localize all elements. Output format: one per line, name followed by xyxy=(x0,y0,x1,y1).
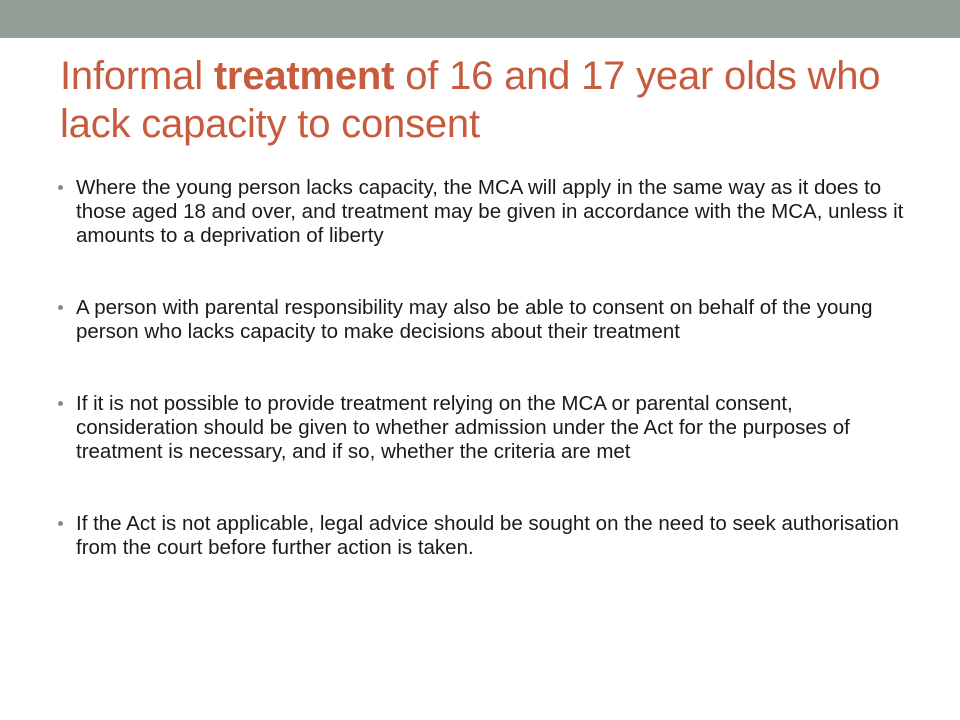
title-text-rest: of 16 and 17 year olds who lack capacity to consent xyxy=(60,54,881,146)
bullet-item-4 xyxy=(58,512,918,560)
bullet-text: If the Act is not applicable, legal advice should be sought on the need to seek authorisation from the court before further action is taken. xyxy=(76,512,899,559)
bullet-text: A person with parental responsibility may also be able to consent on behalf of the young person who lacks capacity to make decisions about their treatment xyxy=(76,296,873,343)
bullet-item-3 xyxy=(58,392,918,464)
title-emphasis: treatment xyxy=(213,54,395,98)
slide-title xyxy=(60,52,920,148)
bullet-list xyxy=(58,176,918,560)
bullet-dot-icon xyxy=(58,401,63,406)
bullet-dot-icon xyxy=(58,305,63,310)
bullet-item-1 xyxy=(58,176,918,248)
bullet-text: If it is not possible to provide treatment relying on the MCA or parental consent, consideration should be given to whether admission under the Act for the purposes of treatment is necessary, and if so, whether the criteria are met xyxy=(76,392,850,463)
bullet-dot-icon xyxy=(58,521,63,526)
bullet-text: Where the young person lacks capacity, the MCA will apply in the same way as it does to those aged 18 and over, and treatment may be given in accordance with the MCA, unless it amounts to a deprivation of liberty xyxy=(76,176,904,247)
bullet-dot-icon xyxy=(58,185,63,190)
title-text-lead: Informal xyxy=(60,54,214,98)
top-header-band xyxy=(0,0,960,38)
bullet-item-2 xyxy=(58,296,918,344)
